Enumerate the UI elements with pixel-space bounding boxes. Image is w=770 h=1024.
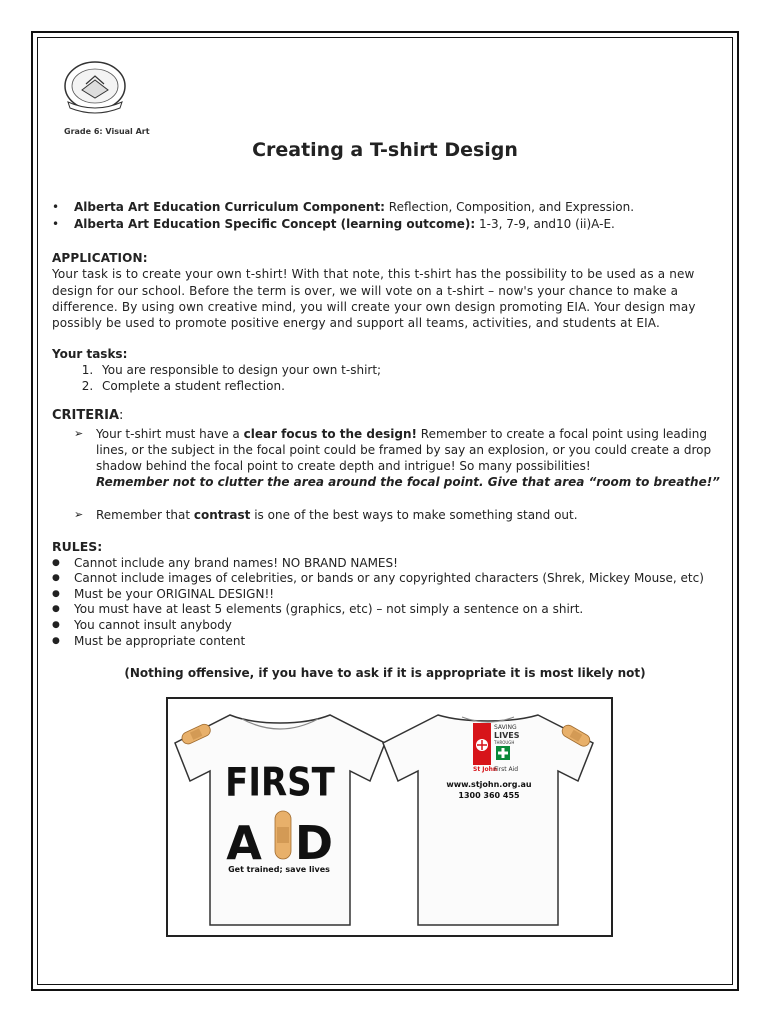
rule-item: ● Must be appropriate content <box>52 634 727 650</box>
front-first-text: FIRST <box>225 759 335 806</box>
front-tagline: Get trained; save lives <box>228 865 330 874</box>
grade-label: Grade 6: Visual Art <box>64 127 150 136</box>
curriculum-item <box>52 199 742 216</box>
curriculum-list <box>52 199 742 233</box>
rules-list <box>52 556 727 650</box>
back-lives-text: LIVES <box>494 731 520 740</box>
criteria-item <box>52 507 727 523</box>
criteria-item <box>52 426 727 490</box>
tshirt-front <box>175 715 385 925</box>
school-logo <box>62 58 128 118</box>
criteria-bold: contrast <box>193 508 251 522</box>
rule-item: ● You must have at least 5 elements (graphics, etc) – not simply a sentence on a shirt. <box>52 602 727 618</box>
tasks-list <box>52 362 712 394</box>
curriculum-item-label: Alberta Art Education Specific Concept (learning outcome): <box>74 217 476 231</box>
criteria-text: is one of the best ways to make something stand out. <box>250 508 578 522</box>
rule-item: ● Cannot include images of celebrities, or bands or any copyrighted characters (Shrek, Mickey Mouse, etc) <box>52 571 727 587</box>
tshirt-back <box>383 715 593 925</box>
arrow-bullet-icon: ➢ <box>74 427 84 440</box>
criteria-emphasis: Remember not to clutter the area around the focal point. Give that area “room to breathe!” <box>96 475 720 489</box>
back-through-text: THROUGH <box>494 740 515 745</box>
curriculum-item-text: 1-3, 7-9, and10 (ii)A-E. <box>475 217 615 231</box>
application-body: Your task is to create your own t-shirt! With that note, this t-shirt has the possibility to be used as a new design for our school. Before the term is over, we will vote on a t-shirt – now's your chance to make a difference. By using own creative mind, you will create your own design promoting EIA. Your design may possibly be used to promote positive energy and support all teams, activities, and students at EIA. <box>52 267 696 331</box>
rule-item: ● Cannot include any brand names! NO BRAND NAMES! <box>52 556 727 572</box>
page-title: Creating a T-shirt Design <box>252 139 518 161</box>
rule-item: ● Must be your ORIGINAL DESIGN!! <box>52 587 727 603</box>
task-item: 2. Complete a student reflection. <box>97 378 712 394</box>
back-phone: 1300 360 455 <box>458 791 520 800</box>
rule-item: ● You cannot insult anybody <box>52 618 727 634</box>
bandage-icon <box>275 811 291 859</box>
criteria-text: Remember that <box>96 508 194 522</box>
application-heading: APPLICATION: <box>52 251 148 265</box>
tshirt-example-image <box>166 697 613 937</box>
curriculum-item-text: Reflection, Composition, and Expression. <box>384 200 635 214</box>
back-org-name: St John <box>473 766 498 773</box>
front-a-letter: A <box>226 816 262 870</box>
tasks-heading: Your tasks: <box>52 347 128 361</box>
curriculum-item-label: Alberta Art Education Curriculum Component: <box>74 200 385 214</box>
criteria-bold: clear focus to the design! <box>243 427 417 441</box>
back-saving-text: SAVING <box>494 724 517 731</box>
criteria-heading-text: CRITERIA <box>52 408 120 423</box>
arrow-bullet-icon: ➢ <box>74 508 84 521</box>
criteria-heading-colon: : <box>119 408 124 423</box>
criteria-text: Your t-shirt must have a <box>96 427 244 441</box>
tasks-section <box>52 346 712 394</box>
task-item: 1. You are responsible to design your own t-shirt; <box>97 362 712 378</box>
criteria-section <box>52 408 727 523</box>
front-d-letter: D <box>294 816 334 870</box>
criteria-text: Remember to create a focal point using leading lines, or the subject in the focal point could be framed by say an explosion, or you could create a drop shadow behind the focal point to create depth and intrigue! So many possibilities! <box>96 427 712 473</box>
rules-section <box>52 539 727 649</box>
note-text: (Nothing offensive, if you have to ask if it is appropriate it is most likely not) <box>124 666 646 680</box>
back-website: www.stjohn.org.au <box>446 780 532 789</box>
rules-heading: RULES: <box>52 539 103 554</box>
curriculum-item <box>52 216 742 233</box>
application-section <box>52 250 724 331</box>
tshirt-illustration <box>168 699 611 935</box>
criteria-heading <box>52 408 727 424</box>
back-first-aid-text: First Aid <box>494 766 519 773</box>
